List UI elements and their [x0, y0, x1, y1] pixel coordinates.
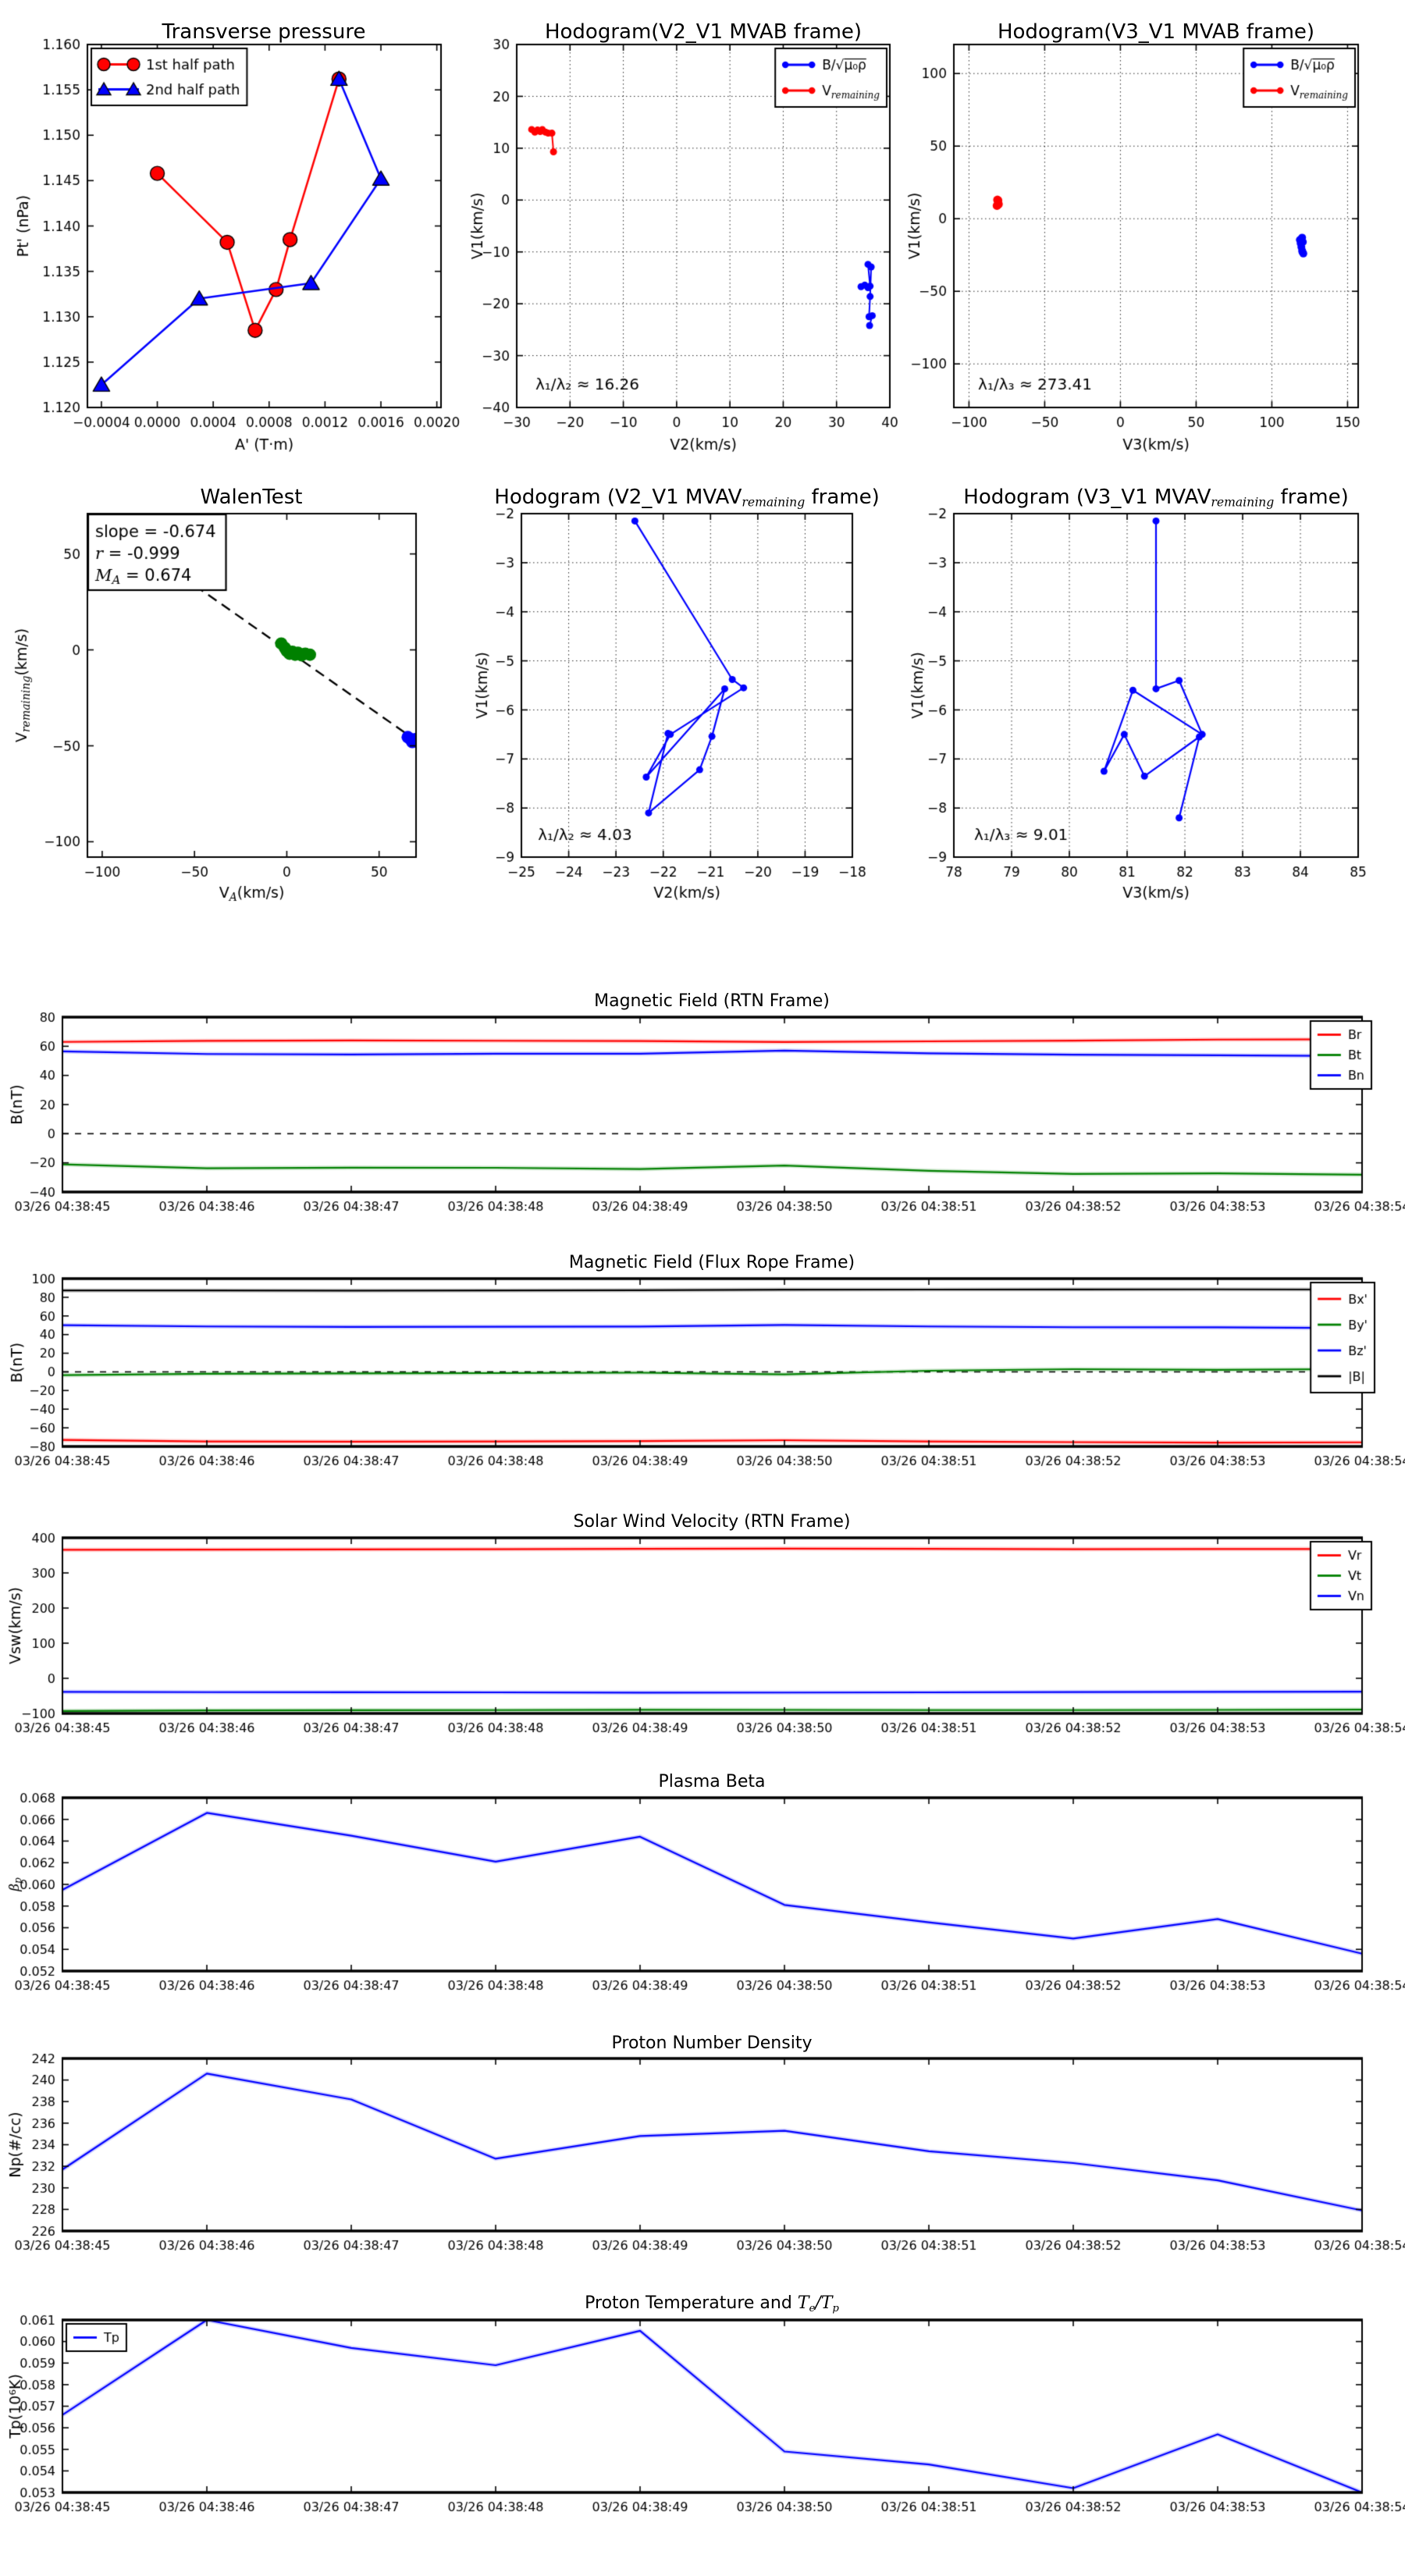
proton-temperature-canvas — [0, 2279, 1405, 2521]
transverse-pressure-canvas — [0, 0, 468, 468]
hodogram-v2-mvav-canvas — [468, 468, 937, 937]
proton-number-density-canvas — [0, 2017, 1405, 2251]
magnetic-field-rtn-canvas — [0, 976, 1405, 1218]
walen-test-canvas — [0, 468, 468, 937]
magnetic-field-flux-rope-canvas — [0, 1237, 1405, 1479]
plasma-beta-canvas — [0, 1756, 1405, 1998]
hodogram-v3-mvav-canvas — [905, 468, 1405, 937]
hodogram-v2-mvab-canvas — [468, 0, 937, 468]
hodogram-v3-mvab-canvas — [905, 0, 1405, 468]
solar-wind-velocity-canvas — [0, 1496, 1405, 1738]
